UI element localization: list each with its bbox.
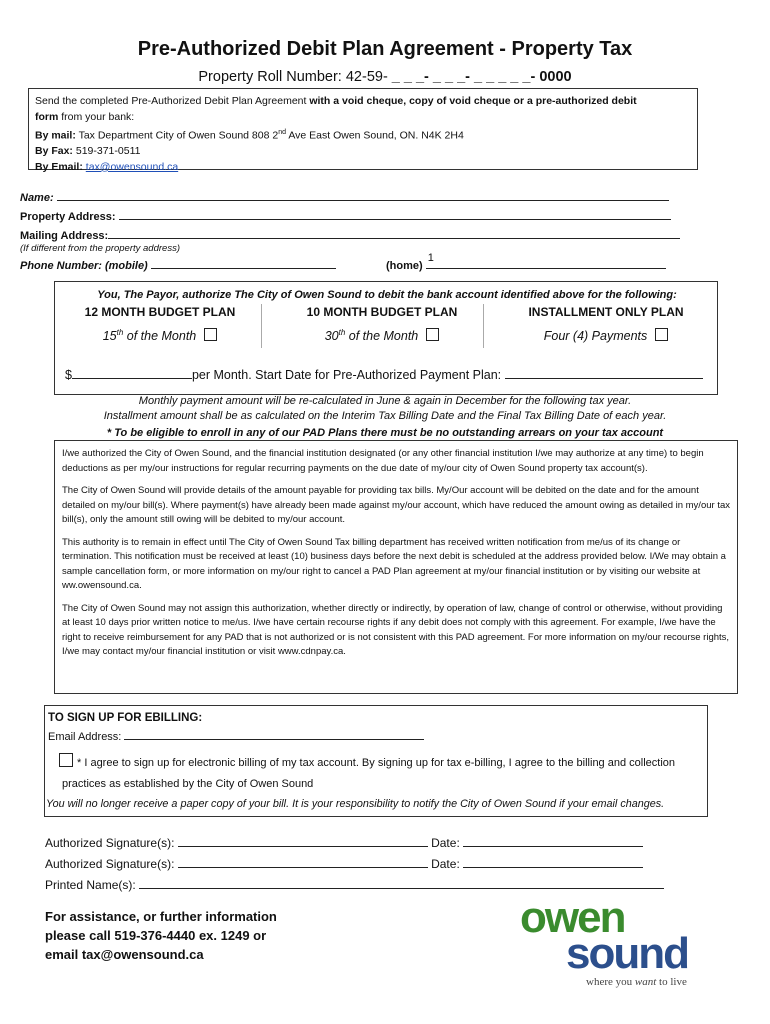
fax-number: 519-371-0511 [72,145,141,157]
terms-paragraph-2: The City of Owen Sound will provide details of the amount payable for providing tax bills. My/Our account will be debited on the date and for the amount detailed on my/our bill(s). Where payment(s) have already been made against my/our account, which have reduced the amount owing as detailed in my/our tax bill(s), only the amount still owing will be debited to my/our account. [62,485,730,525]
name-field[interactable] [20,190,669,204]
signature-row-2[interactable] [45,857,643,871]
terms-paragraph-1: I/we authorized the City of Owen Sound, and the financial institution designated (or any other financial institution I/we may authorize at any time) to begin deductions as per my/our instructions for regular recurring payments on the due date of my/our city of Owen Sound property tax account(s). [62,448,704,474]
note-recalc: Monthly payment amount will be re-calculated in June & again in December for the following tax year. [138,395,632,407]
mailing-address-field[interactable] [20,228,680,242]
printed-name-label: Printed Name(s): [45,878,136,892]
email-link[interactable]: tax@owensound.ca [85,160,179,173]
property-address-field[interactable] [20,209,671,223]
assistance-line-2: please call 519-376-4440 ex. 1249 or [45,928,267,943]
plan1-title: 12 MONTH BUDGET PLAN [84,305,236,319]
plan1-checkbox[interactable] [204,328,217,341]
ebilling-agree [59,753,675,769]
mail-address-b: Ave East Owen Sound, ON. N4K 2H4 [286,129,464,142]
plan3-checkbox[interactable] [655,328,668,341]
terms-box [54,440,738,694]
date-label-1: Date: [431,836,460,850]
plan1-option[interactable] [55,328,265,343]
phone-home-field[interactable] [386,252,666,272]
roll-number-blanks[interactable]: _ _ _- _ _ _- _ _ _ _ _ [387,69,531,85]
assistance-info [45,907,277,964]
plan2-option[interactable] [277,328,487,343]
ebilling-agree-line1: * I agree to sign up for electronic billing of my tax account. By signing up for tax e-billing, I agree to the billing and collection [77,757,676,769]
plan-divider-1 [261,304,262,348]
instructions-bold-form: form [35,110,59,123]
plan1-day: 15 [102,329,117,344]
authorize-statement: You, The Payor, authorize The City of Owen Sound to debit the bank account identified above for the following: [97,289,677,301]
logo-tagline [586,976,687,988]
assistance-line-1: For assistance, or further information [45,909,277,924]
plan3-title: INSTALLMENT ONLY PLAN [528,305,684,319]
phone-home-label: (home) [386,260,423,272]
roll-number-suffix: - 0000 [530,69,572,85]
fax-label: By Fax: [35,145,73,157]
amount-line[interactable] [65,368,703,382]
mail-address-a: Tax Department City of Owen Sound 808 2 [75,129,279,142]
signature-label-2: Authorized Signature(s): [45,857,175,871]
ebilling-heading: TO SIGN UP FOR EBILLING: [48,712,203,724]
terms-paragraph-4: The City of Owen Sound may not assign this authorization, whether directly or indirectly, by operation of law, change of control or otherwise, without providing at least 10 days prior written notice to me/us. I/we have certain recourse rights if any debit does not comply with this agreement. For example, I/we have the right to receive reimbursement for any PAD that is not authorized or is not consistent with this PAD agreement. For more information on my/our recourse rights, I/we may contact my/our financial institution or visit www.cdnpay.ca. [62,602,730,657]
mailing-note: (If different from the property address) [20,243,180,254]
plan3-option[interactable] [501,328,711,343]
home-marker: 1 [427,252,434,264]
plan2-checkbox[interactable] [426,328,439,341]
amount-text: per Month. Start Date for Pre-Authorized Payment Plan: [191,368,502,382]
plan2-title: 10 MONTH BUDGET PLAN [306,305,458,319]
instructions-text: Send the completed Pre-Authorized Debit Plan Agreement [35,95,310,107]
signature-row-1[interactable] [45,836,643,850]
page-title: Pre-Authorized Debit Plan Agreement - Property Tax [137,38,633,60]
mail-label: By mail: [35,129,76,142]
printed-name-row[interactable] [45,878,664,892]
assistance-line-3: email tax@owensound.ca [45,947,204,962]
ebilling-email-field[interactable] [48,729,424,743]
roll-number-prefix: 42-59- [345,69,388,85]
logo-word-owen: owen [520,893,625,942]
note-installment: Installment amount shall be as calculated on the Interim Tax Billing Date and the Final Tax Billing Date of each year. [103,410,667,422]
plans-box [54,281,718,395]
instructions-text-2: from your bank: [58,110,135,123]
logo-word-sound: sound [566,929,688,978]
ebilling-email-label: Email Address: [48,731,122,743]
owen-sound-logo [520,893,730,996]
signature-label-1: Authorized Signature(s): [45,836,175,850]
logo-tagline-em: want [634,976,657,988]
logo-tagline-a: where you [586,976,635,988]
note-eligibility: * To be eligible to enroll in any of our PAD Plans there must be no outstanding arrears on your tax account [106,427,664,439]
name-label: Name: [20,192,54,204]
dollar-sign: $ [65,368,72,382]
instructions-bold: with a void cheque, copy of void cheque or a pre-authorized debit [309,95,637,107]
instructions-box [28,88,698,173]
mailing-address-label: Mailing Address: [20,230,109,242]
ebilling-agree-line2: practices as established by the City of Owen Sound [62,778,314,790]
logo-tagline-b: to live [656,976,687,988]
roll-number [0,69,770,85]
terms-paragraph-3: This authority is to remain in effect until The City of Owen Sound Tax billing department has received written notification from me/us of its change or termination. This notification must be received at least (10) business days before the next debit is scheduled at the address provided below. I/We may obtain a sample cancellation form, or more information on my/our right to cancel a PAD Plan agreement at my/our financial institution or by visiting our website at ww.owensound.ca. [62,536,726,591]
ebilling-checkbox[interactable] [59,753,73,767]
ebilling-box [44,705,708,817]
mail-address-sup: nd [278,129,286,136]
roll-number-label: Property Roll Number: [198,69,342,85]
plan2-day: 30 [324,329,339,344]
property-address-label: Property Address: [20,211,116,223]
plan1-sup: th [116,328,124,337]
ebilling-paper-note: You will no longer receive a paper copy of your bill. It is your responsibility to notify the City of Owen Sound if your email changes. [46,798,665,810]
date-label-2: Date: [431,857,460,871]
plan-divider-2 [483,304,484,348]
plan1-rest: of the Month [123,329,197,344]
plan2-rest: of the Month [345,329,419,344]
plan2-sup: th [338,328,346,337]
phone-mobile-field[interactable] [20,258,336,272]
plan3-sub: Four (4) Payments [543,329,648,343]
email-label: By Email: [35,160,83,173]
phone-mobile-label: Phone Number: (mobile) [20,260,148,272]
